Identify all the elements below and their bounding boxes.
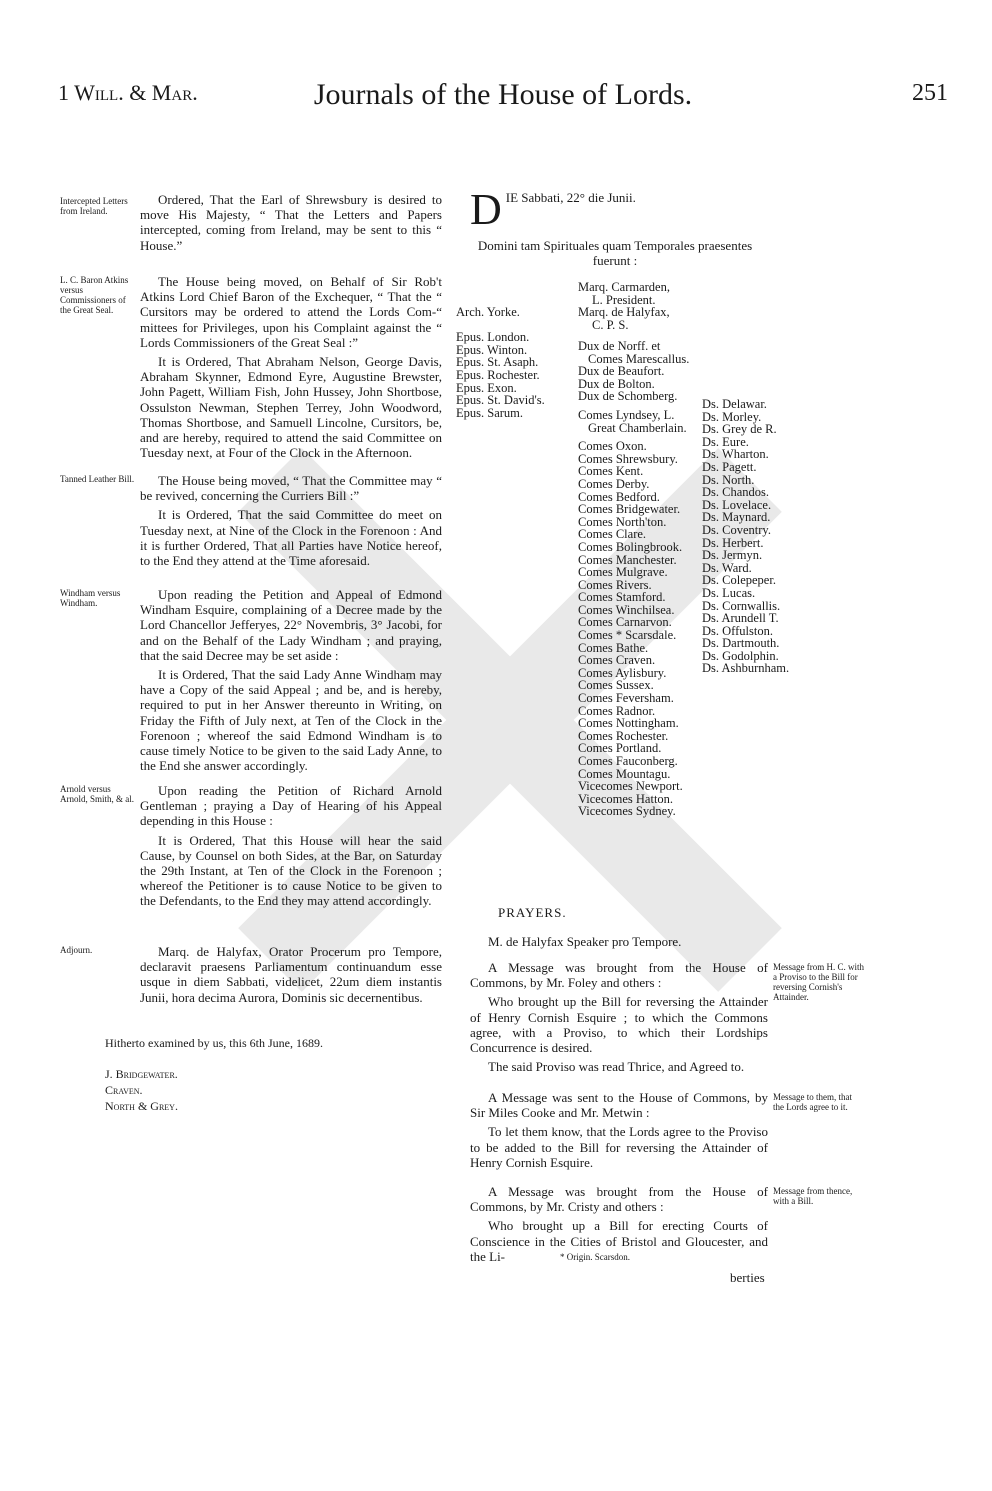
signature: Craven. (105, 1083, 143, 1097)
paragraph-text: Who brought up the Bill for reversing the Attainder of Henry Cornish Esquire ; to which the Commons agree, with a Proviso, to which their Lordships Concurrence is desired. (470, 994, 768, 1056)
entry-paragraph (470, 1090, 768, 1170)
list-item: Ds. Cornwallis. (702, 598, 781, 613)
paragraph-text: The House being moved, “ That the Committee may “ be revived, concerning the Curriers Bill :” (140, 473, 442, 504)
list-item: Vicecomes Hatton. (578, 791, 674, 806)
list-item: Comes Bridgewater. (578, 502, 681, 517)
margin-note: Intercepted Letters from Ireland. (60, 196, 128, 216)
list-item: Comes Fauconberg. (578, 754, 678, 768)
page-number: 251 (912, 80, 948, 106)
list-item: Comes Kent. (578, 464, 644, 479)
entry-paragraph (140, 783, 442, 909)
paragraph-text: The said Proviso was read Thrice, and Agreed to. (488, 1059, 745, 1075)
list-item: Ds. Colepeper. (702, 573, 776, 588)
paragraph-text: Marq. de Halyfax, Orator Procerum pro Tempore, declaravit praesens Parliamentum continuandum esse usque in diem Sabbati, videlicet, 22um diem instantis Junii, hora decima Aurora, Dominis sic decernentibus. (140, 944, 442, 1005)
paragraph-text: To let them know, that the Lords agree to the Proviso to be added to the Bill for reversing the Attainder of Henry Cornish Esquire. (470, 1124, 768, 1170)
paragraph-text: A Message was sent to the House of Commons, by Sir Miles Cooke and Mr. Metwin : (470, 1090, 768, 1121)
list-item: Comes Stamford. (578, 590, 666, 605)
list-item: Epus. Sarum. (456, 405, 524, 420)
barons-list (702, 398, 789, 675)
list-item: Comes Derby. (578, 476, 650, 491)
list-item: Ds. Maynard. (702, 510, 771, 525)
list-item: Arch. Yorke. (456, 305, 520, 319)
catchword: berties (730, 1270, 765, 1285)
signatures (105, 1066, 435, 1114)
list-item: Ds. Delawar. (702, 397, 767, 411)
list-item: Epus. St. Asaph. (456, 355, 539, 370)
paragraph-text: Upon reading the Petition and Appeal of Edmond Windham Esquire, complaining of a Decree made by the Lord Chancellor Jefferyes, 22° Novembris, 3° Jacobi, for and on the Behalf of the Lady Windham ; and praying, that the said Decree may be set aside : (140, 587, 442, 663)
speaker-line: M. de Halyfax Speaker pro Tempore. (488, 934, 682, 949)
entry-paragraph (140, 944, 442, 1005)
list-item: C. P. S. (592, 317, 629, 332)
margin-note: Adjourn. (60, 945, 93, 955)
list-item: Ds. Dartmouth. (702, 636, 780, 651)
list-item: Comes Marescallus. (588, 351, 690, 366)
list-item: Dux de Norff. et (578, 339, 661, 353)
list-item: Comes Bedford. (578, 489, 660, 504)
list-item: L. President. (592, 292, 656, 307)
officers-list (578, 281, 670, 331)
list-item: Ds. Morley. (702, 409, 762, 424)
list-item: Epus. St. David's. (456, 393, 545, 408)
list-item: Epus. Exon. (456, 380, 517, 395)
examined-line: Hitherto examined by us, this 6th June, 1689. (105, 1036, 323, 1050)
list-item: Ds. Offulston. (702, 623, 773, 638)
list-item: Comes Clare. (578, 527, 647, 542)
list-item: Comes Portland. (578, 741, 662, 756)
list-item: Comes Nottingham. (578, 716, 679, 731)
entry-paragraph (140, 473, 442, 568)
list-item: Dux de Bolton. (578, 376, 655, 391)
list-item: Comes Lyndsey, L. (578, 407, 675, 422)
paragraph-text: A Message was brought from the House of Commons, by Mr. Foley and others : (470, 960, 768, 991)
spiritual-lords-list (456, 306, 545, 419)
list-item: Ds. Ashburnham. (702, 661, 790, 676)
list-item: Epus. London. (456, 330, 530, 345)
list-item: Ds. Wharton. (702, 447, 769, 462)
margin-note: L. C. Baron Atkins versus Commissioners of the Great Seal. (60, 275, 129, 315)
list-item: Great Chamberlain. (588, 420, 687, 435)
list-item: Epus. Rochester. (456, 367, 540, 382)
header-title: Journals of the House of Lords. (313, 78, 693, 111)
list-item: Ds. Arundell T. (702, 611, 779, 626)
entry-paragraph (470, 960, 768, 1074)
paragraph-text: It is Ordered, That the said Lady Anne Windham may have a Copy of the said Appeal ; and be, and is hereby, required to put in her Answer thereunto in Writing, on Friday the Fifth of July next, at Ten of the Clock in the Forenoon ; whereof the said Edmond Windham is to cause timely Notice to be given to the said Lady Anne, to the End she answer accordingly. (140, 667, 442, 774)
list-item: Epus. Winton. (456, 342, 528, 357)
signature: North & Grey. (105, 1099, 178, 1113)
header-regnal-year: 1 Will. & Mar. (58, 80, 198, 105)
list-item: Ds. Godolphin. (702, 648, 779, 663)
margin-note: Message to them, that the Lords agree to it. (773, 1092, 852, 1112)
list-item: Comes Mountagu. (578, 766, 671, 781)
list-item: Comes Radnor. (578, 703, 656, 718)
list-item: Comes Manchester. (578, 552, 677, 567)
list-item: Comes Rochester. (578, 728, 669, 743)
paragraph-text: It is Ordered, That Abraham Nelson, George Davis, Abraham Skynner, Edmond Eyre, Augustine Brewster, John Pagett, William Fish, John Hussey, John Shortbose, Ossulston Newman, Stephen Terrey, John Woodword, Thomas Shortbose, and Samuell Lincolne, Cursitors, be, and are hereby, required to attend the said Committee on Tuesday next, at Four of the Clock in the Afternoon. (140, 354, 442, 461)
list-item: Comes Oxon. (578, 439, 647, 454)
list-item: Ds. Coventry. (702, 522, 771, 537)
list-item: Marq. de Halyfax, (578, 305, 670, 320)
paragraph-text: Who brought up a Bill for erecting Courts of Conscience in the Cities of Bristol and Gloucester, and the Li- (470, 1218, 768, 1264)
list-item: Comes Feversham. (578, 691, 674, 706)
list-item: Ds. North. (702, 472, 755, 487)
date-line: IE Sabbati, 22° die Junii. (505, 190, 636, 205)
drop-cap: D (470, 185, 502, 234)
paragraph-text: It is Ordered, That the said Committee do meet on Tuesday next, at Nine of the Clock in the Forenoon : And it is further Ordered, That all Parties have Notice hereof, to the End they attend at the Time aforesaid. (140, 507, 442, 569)
list-item: Vicecomes Sydney. (578, 804, 676, 819)
list-item: Comes Winchilsea. (578, 602, 675, 617)
list-item: Comes Mulgrave. (578, 565, 668, 580)
temporal-lords-list (578, 340, 689, 818)
footnote: * Origin. Scarsdon. (560, 1252, 630, 1262)
paragraph-text: A Message was brought from the House of Commons, by Mr. Cristy and others : (470, 1184, 768, 1215)
list-item: Ds. Pagett. (702, 459, 757, 474)
list-item: Vicecomes Newport. (578, 779, 683, 794)
list-item: Comes * Scarsdale. (578, 628, 677, 643)
list-item: Ds. Ward. (702, 560, 752, 575)
list-item: Comes Bolingbrook. (578, 539, 683, 554)
entry-paragraph (140, 274, 442, 460)
list-item: Comes Shrewsbury. (578, 451, 678, 466)
margin-note: Tanned Leather Bill. (60, 474, 135, 484)
list-item: Ds. Grey de R. (702, 422, 777, 437)
paragraph-text: It is Ordered, That this House will hear the said Cause, by Counsel on both Sides, at the Bar, on Saturday the 29th Instant, at Ten of the Clock in the Forenoon ; whereof the Petitioner is to cause Notice to be given to the Defendants, to the End they may attend accordingly. (140, 832, 442, 909)
list-item: Ds. Lovelace. (702, 497, 772, 512)
signature: J. Bridgewater. (105, 1067, 178, 1081)
list-item: Ds. Jermyn. (702, 548, 763, 563)
entry-paragraph (140, 587, 442, 773)
list-item: Dux de Schomberg. (578, 389, 678, 404)
page-header (58, 78, 948, 118)
list-item: Comes North'ton. (578, 514, 667, 529)
margin-note: Message from H. C. with a Proviso to the Bill for reversing Cornish's Attainder. (773, 962, 864, 1002)
margin-note: Arnold versus Arnold, Smith, & al. (60, 784, 134, 804)
list-item: Ds. Lucas. (702, 585, 756, 600)
list-item: Ds. Chandos. (702, 485, 770, 500)
list-item: Comes Craven. (578, 653, 656, 668)
margin-note: Windham versus Windham. (60, 588, 121, 608)
list-item: Dux de Beaufort. (578, 364, 665, 379)
date-heading (470, 185, 768, 234)
paragraph-text: Upon reading the Petition of Richard Arnold Gentleman ; praying a Day of Hearing of his Appeal depending in this House : (140, 783, 442, 829)
list-item: Marq. Carmarden, (578, 280, 670, 294)
list-item: Comes Rivers. (578, 577, 652, 592)
list-item: Ds. Eure. (702, 434, 749, 449)
list-item: Comes Carnarvon. (578, 615, 672, 630)
entry-paragraph (140, 192, 442, 253)
list-item: Comes Bathe. (578, 640, 649, 655)
prayers-heading: PRAYERS. (498, 905, 567, 920)
margin-note: Message from thence, with a Bill. (773, 1186, 853, 1206)
paragraph-text: The House being moved, on Behalf of Sir Rob't Atkins Lord Chief Baron of the Exchequer, “ That the “ Cursitors may be ordered to attend the Lords Com-“ mittees for Privileges, upon his Complaint against the “ Lords Commissioners of the Great Seal :” (140, 274, 442, 350)
paragraph-text: Ordered, That the Earl of Shrewsbury is desired to move His Majesty, “ That the Letters and Papers intercepted, coming from Ireland, may be sent to this “ House.” (140, 192, 442, 253)
list-item: Comes Sussex. (578, 678, 654, 693)
domini-line: Domini tam Spirituales quam Temporales praesentes fuerunt : (477, 238, 753, 269)
list-item: Ds. Herbert. (702, 535, 764, 550)
list-item: Comes Aylisbury. (578, 665, 667, 680)
